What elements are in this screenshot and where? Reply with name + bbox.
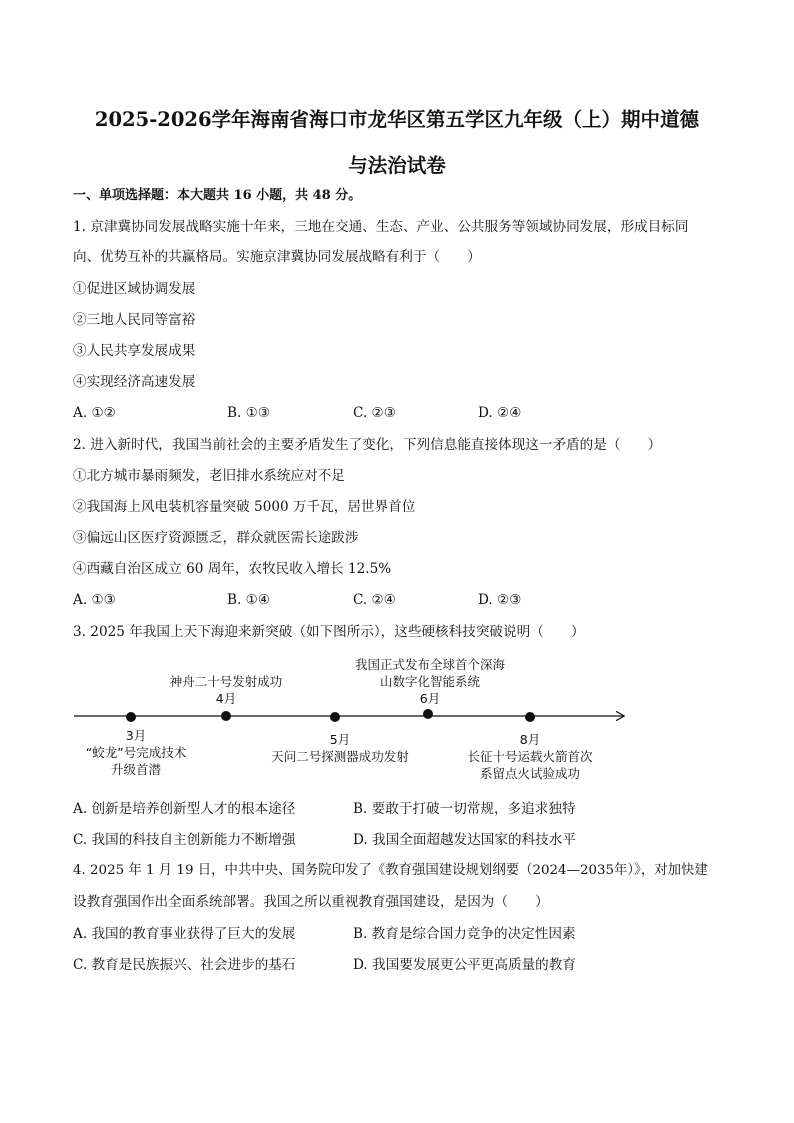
exam-title-line-2: 与法治试卷 [348,154,446,177]
timeline-month-april: 4月 [215,691,237,706]
timeline-event-april: 神舟二十号发射成功 [169,674,283,689]
timeline-label-august [450,731,610,782]
timeline-event-may: 天问二号探测器成功发射 [271,749,409,764]
q2-item-4: ④西藏自治区成立 60 周年，农牧民收入增长 12.5% [73,561,392,577]
q1-item-1: ①促进区域协调发展 [73,281,196,297]
timeline-event-august-line-2: 系留点火试验成功 [479,766,580,781]
timeline-dot-april [221,711,231,721]
q3-option-c: C. 我国的科技自主创新能力不断增强 [73,832,296,848]
timeline-label-may [255,731,425,765]
q4-option-a: A. 我国的教育事业获得了巨大的发展 [73,926,296,942]
q2-option-a: A. ①③ [73,592,116,608]
q1-option-d: D. ②④ [478,405,522,421]
q1-option-a: A. ①② [73,405,116,421]
q4-option-c: C. 教育是民族振兴、社会进步的基石 [73,957,296,973]
timeline-dot-june [423,709,433,719]
q1-option-b: B. ①③ [227,405,271,421]
timeline-dot-may [330,712,340,722]
q2-option-d: D. ②③ [478,592,522,608]
q3-option-a: A. 创新是培养创新型人才的根本途径 [73,801,296,817]
q1-stem-line-1: 1. 京津冀协同发展战略实施十年来，三地在交通、生态、产业、公共服务等领域协同发展，形成目标同 [73,219,689,235]
q2-stem: 2. 进入新时代，我国当前社会的主要矛盾发生了变化，下列信息能直接体现这一矛盾的是（ ） [73,437,662,453]
q2-item-1: ①北方城市暴雨频发，老旧排水系统应对不足 [73,468,345,484]
timeline-event-august-line-1: 长征十号运载火箭首次 [467,749,593,764]
section-heading: 一、单项选择题：本大题共 16 小题，共 48 分。 [73,188,362,203]
timeline-label-april [156,673,296,707]
q2-item-2: ②我国海上风电装机容量突破 5000 万千瓦，居世界首位 [73,499,416,515]
q1-item-2: ②三地人民同等富裕 [73,312,196,328]
exam-title-line-1: 2025-2026学年海南省海口市龙华区第五学区九年级（上）期中道德 [94,108,700,131]
q1-item-3: ③人民共享发展成果 [73,343,196,359]
q3-stem: 3. 2025 年我国上天下海迎来新突破（如下图所示），这些硬核科技突破说明（ ） [73,624,585,640]
timeline-month-august: 8月 [519,732,541,747]
q2-option-c: C. ②④ [353,592,396,608]
q2-item-3: ③偏远山区医疗资源匮乏，群众就医需长途跋涉 [73,530,359,546]
q3-option-b: B. 要敢于打破一切常规，多追求独特 [353,801,576,817]
q4-option-d: D. 我国要发展更公平更高质量的教育 [353,957,576,973]
timeline-label-march [66,727,206,778]
q1-item-4: ④实现经济高速发展 [73,374,196,390]
timeline-dot-march [126,712,136,722]
timeline-event-june-line-2: 山数字化智能系统 [379,674,480,689]
q3-option-d: D. 我国全面超越发达国家的科技水平 [353,832,576,848]
timeline-label-june [335,656,525,707]
q1-option-c: C. ②③ [353,405,396,421]
timeline-month-march: 3月 [125,728,147,743]
timeline-event-march-line-1: “蛟龙”号完成技术 [85,745,187,760]
q1-stem-line-2: 向、优势互补的共赢格局。实施京津冀协同发展战略有利于（ ） [73,249,481,265]
q2-option-b: B. ①④ [227,592,271,608]
q4-stem-line-1: 4. 2025 年 1 月 19 日，中共中央、国务院印发了《教育强国建设规划纲要（2024—2035年）》，对加快建 [73,863,708,878]
timeline-month-june: 6月 [419,691,441,706]
timeline-dot-august [525,712,535,722]
q4-stem-line-2: 设教育强国作出全面系统部署。我国之所以重视教育强国建设，是因为（ ） [73,894,549,910]
timeline-event-june-line-1: 我国正式发布全球首个深海 [354,657,505,672]
timeline-event-march-line-2: 升级首潜 [110,762,161,777]
timeline-month-may: 5月 [329,732,351,747]
q4-option-b: B. 教育是综合国力竞争的决定性因素 [353,926,576,942]
